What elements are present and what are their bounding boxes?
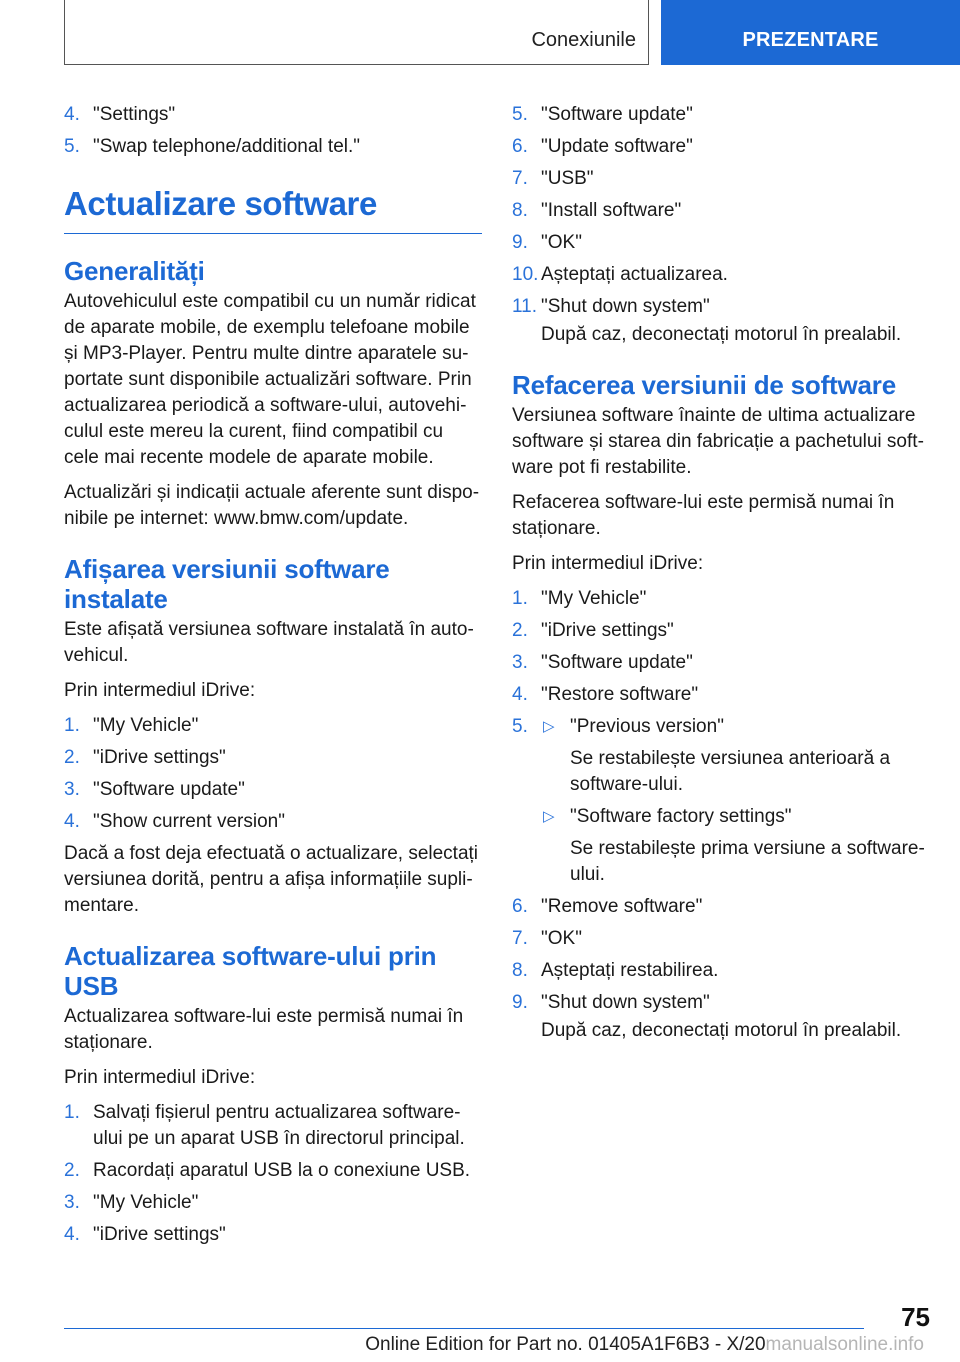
list-item: 3. "Software update" [64,779,245,800]
list-item: 4. "iDrive settings" [64,1224,226,1245]
list-item: 8. Așteptați restabilirea. [512,960,719,981]
page-number: 75 [901,1302,930,1332]
paragraph: Autovehiculul este compatibil cu un număr ridicat de aparate mobile, de exemplu telefoane mobile și MP3-Player. Pentru multe dintre aparatele suportate sunt disponibile actualizări software. Prin actualizarea periodică a software-ului, autovehiculul este mereu la curent, fiind compatibil cu cele mai recente modele de aparate mobile. [64,291,476,468]
list-item: 5. "Software update" [512,104,693,125]
header-chapter-title: PREZENTARE [742,29,879,51]
paragraph: Actualizări și indicații actuale aferente sunt disponibile pe internet: www.bmw.com/update. [64,482,480,529]
list-item: 6. "Update software" [512,136,693,157]
list-item: 1. Salvați fișierul pentru actualizarea software-ului pe un aparat USB în directorul principal. [64,1102,465,1149]
paragraph: Versiunea software înainte de ultima actualizare software și starea din fabricație a pachetului software pot fi restabilite. [512,405,924,478]
sub-list-item: ▷ "Software factory settings" [541,804,932,830]
sub-list-note: Se restabilește prima versiune a software-ului. [570,838,925,885]
header-section-title: Conexiunile [531,29,636,51]
list-item: 4. "Restore software" [512,684,699,705]
subsection-heading: Refacerea versiunii de software [512,370,896,400]
list-item: 1. "My Vehicle" [512,588,647,609]
left-column [64,102,482,1254]
sub-list-item: ▷ "Previous version" [541,714,932,740]
section-heading: Actualizare software [64,184,482,234]
paragraph: Este afișată versiunea software instalată în autovehicul. [64,619,474,666]
list-item: 3. "Software update" [512,652,693,673]
paragraph: Refacerea software-lui este permisă numai în staționare. [512,492,895,539]
sub-list [541,714,932,888]
list-item: 9. "OK" [512,232,582,253]
list-item: 3. "My Vehicle" [64,1192,199,1213]
footer-edition [365,1334,924,1356]
sub-list-note: Se restabilește versiunea anterioară a software-ului. [570,748,891,795]
list-item: 9. "Shut down system" [512,992,710,1013]
list-item: 1. "My Vehicle" [64,715,199,736]
paragraph: Dacă a fost deja efectuată o actualizare, selectați versiunea dorită, pentru a afișa informațiile suplimentare. [64,843,479,916]
list-item: 2. Racordați aparatul USB la o conexiune USB. [64,1160,471,1181]
list-note: După caz, deconectați motorul în prealabil. [541,324,902,345]
list-item: 4. "Show current version" [64,811,285,832]
list-item: 5. ▷ "Previous version" Se restabilește versiunea anterioară a software-ului. ▷ "Software factory settings" Se restabilește prima versiune a software-ului. [512,714,932,888]
footer-watermark: manualsonline.info [765,1334,924,1355]
list-item: 10. Așteptați actualizarea. [512,264,728,285]
list-item: 2. "iDrive settings" [64,747,226,768]
header-chapter-tab [661,0,960,65]
footer-divider [64,1328,864,1329]
paragraph: Prin intermediul iDrive: [64,1067,256,1088]
list-item: 7. "USB" [512,168,594,189]
list-item: 11. "Shut down system" [512,296,710,317]
list-item: 5. "Swap telephone/additional tel." [64,136,361,157]
list-item: 8. "Install software" [512,200,682,221]
paragraph: Actualizarea software-lui este permisă numai în staționare. [64,1006,464,1053]
subsection-heading: Actualizarea software-ului prin USB [64,941,437,1001]
header-section-box [64,0,649,65]
paragraph: Prin intermediul iDrive: [512,553,704,574]
list-item: 2. "iDrive settings" [512,620,674,641]
subsection-heading: Generalități [64,256,205,286]
list-item: 6. "Remove software" [512,896,703,917]
list-item: 4. "Settings" [64,104,176,125]
footer-edition-text: Online Edition for Part no. 01405A1F6B3 - X/20 [365,1334,766,1355]
list-item: 7. "OK" [512,928,582,949]
list-note: După caz, deconectați motorul în prealabil. [541,1020,902,1041]
triangle-bullet-icon: ▷ [543,718,555,735]
right-column [512,102,932,1054]
subsection-heading: Afișarea versiunii software instalate [64,554,390,614]
triangle-bullet-icon: ▷ [543,808,555,825]
paragraph: Prin intermediul iDrive: [64,680,256,701]
